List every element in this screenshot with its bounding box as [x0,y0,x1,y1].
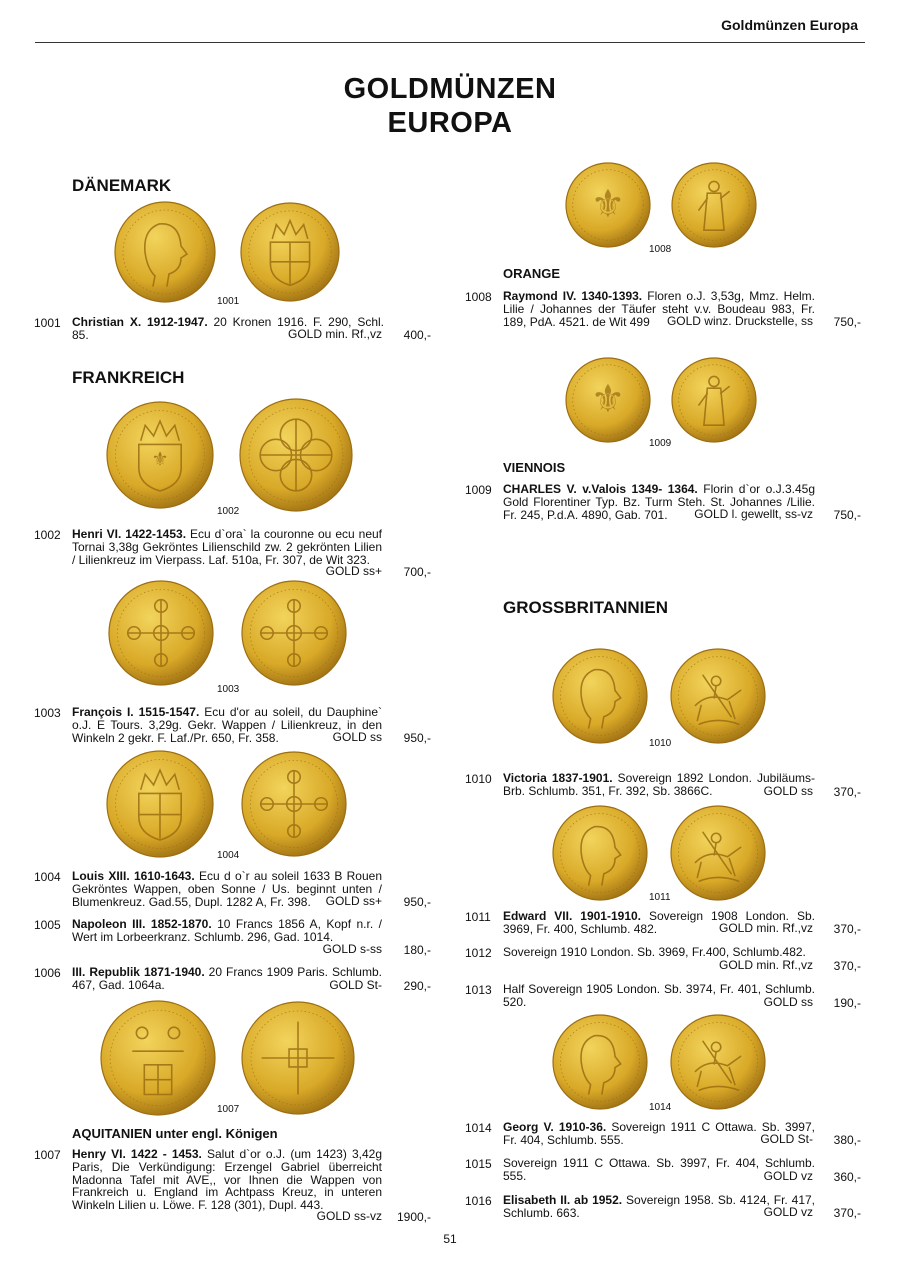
lot-price-1005: 180,- [403,943,431,957]
coin-1007-obverse [98,1000,218,1116]
coin-1003-obverse [104,582,218,686]
lot-price-1015: 360,- [833,1170,861,1184]
lot-grade-1013: GOLD ss [763,995,813,1009]
coin-1003-reverse [238,582,350,686]
lot-grade-1002: GOLD ss+ [325,564,382,578]
svg-text:⚜: ⚜ [590,376,626,422]
section-heading-frankreich: FRANKREICH [72,368,185,387]
image-number-1011: 1011 [649,892,671,903]
lot-number-1006: 1006 [34,966,61,980]
svg-text:⚜: ⚜ [151,448,169,471]
coin-1010-obverse [550,650,650,742]
lot-grade-1005: GOLD s-ss [322,942,382,956]
lot-number-1009: 1009 [465,483,492,497]
lot-number-1007: 1007 [34,1148,61,1162]
lot-description-1002 [72,528,382,566]
lot-text-1008: Floren o.J. 3,53g, Mmz. Helm. Lilie / Johannes der Täufer steht v.v. Boudeau 983, Fr. 189, PdA. 4521. de Wit 499 [503,289,815,329]
running-header: Goldmünzen Europa [721,17,858,33]
coin-1009-reverse [668,360,760,440]
lot-grade-1008: GOLD winz. Druckstelle, ss [666,314,813,328]
page-title [0,72,900,140]
lot-heading-1002: Henri VI. 1422-1453. [72,527,187,541]
svg-text:⚜: ⚜ [590,181,626,227]
coin-1011-obverse [550,806,650,900]
lot-heading-1001: Christian X. 1912-1947. [72,315,208,329]
image-number-1014: 1014 [649,1102,672,1113]
lot-grade-1015: GOLD vz [763,1169,813,1183]
coin-1002-obverse [104,400,216,512]
lot-price-1001: 400,- [403,328,431,342]
image-number-1009: 1009 [649,438,672,449]
lot-heading-1009: CHARLES V. v.Valois 1349- 1364. [503,482,698,496]
lot-heading-1014: Georg V. 1910-36. [503,1120,607,1134]
lot-description-1012 [503,946,815,959]
lot-grade-1011: GOLD min. Rf.,vz [718,921,813,935]
lot-price-1012: 370,- [833,959,861,973]
lot-price-1003: 950,- [403,731,431,745]
image-number-1001: 1001 [217,296,240,307]
lot-grade-1006: GOLD St- [329,978,382,992]
lot-text-1014: Sovereign 1911 C Ottawa. Sb. 3997, Fr. 404, Schlumb. 555. [503,1120,815,1147]
image-number-1010: 1010 [649,738,672,749]
coin-1007-reverse [240,1000,356,1116]
coin-1004-obverse [104,752,216,856]
lot-grade-1012: GOLD min. Rf.,vz [718,958,813,972]
coin-1001-obverse [112,208,218,298]
lot-text-1009: Florin d`or o.J.3.45g Gold Florentiner Typ. Bz. Turm Steh. St. Johannes /Lilie. Fr. 245, P.d.A. 4890, Gab. 701. [503,482,816,522]
coin-1010-reverse [668,650,768,742]
image-number-1002: 1002 [217,506,240,517]
lot-price-1008: 750,- [833,315,861,329]
lot-grade-1007: GOLD ss-vz [316,1209,382,1223]
lot-number-1001: 1001 [34,316,61,330]
section-heading-grossbritannien: GROSSBRITANNIEN [503,598,668,617]
lot-heading-1004: Louis XIII. 1610-1643. [72,869,195,883]
lot-grade-1003: GOLD ss [332,730,382,744]
lot-price-1004: 950,- [403,895,431,909]
lot-price-1014: 380,- [833,1133,861,1147]
lot-heading-1003: François I. 1515-1547. [72,705,200,719]
lot-price-1006: 290,- [403,979,431,993]
lot-number-1008: 1008 [465,290,492,304]
lot-text-1007: Salut d`or o.J. (um 1423) 3,42g Paris, Die Verkündigung: Erzengel Gabriel überreicht Madonna Tafel mit AVE,, vor Ihnen die Wappen von Frankreich u. England im Achtpass Kreuz, in unteren Winkeln Lilien u. Löwe. F. 128 (301), Dupl. 443. [72,1147,382,1213]
lot-text-1011: Sovereign 1908 London. Sb. 3969, Fr. 400, Schlumb. 482. [503,909,815,936]
lot-grade-1016: GOLD vz [763,1205,813,1219]
lot-text-1002: Ecu d`ora` la couronne ou ecu neuf Tornai 3,38g Gekröntes Lilienschild zw. 2 gekrönten Lilien / Lilienkreuz im Vierpass. Laf. 510a, Fr. 307, de Wit 323. [72,527,382,567]
lot-price-1016: 370,- [833,1206,861,1220]
header-rule [35,42,865,43]
lot-price-1009: 750,- [833,508,861,522]
lot-text-1001: 20 Kronen 1916. F. 290, Schl. 85. [72,315,384,342]
lot-number-1011: 1011 [465,910,491,924]
lot-heading-1007: Henry VI. 1422 - 1453. [72,1147,202,1161]
lot-price-1011: 370,- [833,922,861,936]
lot-number-1013: 1013 [465,983,492,997]
lot-number-1015: 1015 [465,1157,492,1171]
coin-1008-reverse [668,166,760,244]
lot-heading-1011: Edward VII. 1901-1910. [503,909,641,923]
lot-heading-1006: III. Republik 1871-1940. [72,965,205,979]
lot-text-1005: 10 Francs 1856 A, Kopf n.r. / Wert im Lorbeerkranz. Schlumb. 296, Gad. 1014. [72,917,382,944]
coin-1014-reverse [668,1016,768,1108]
lot-number-1004: 1004 [34,870,61,884]
lot-heading-1008: Raymond IV. 1340-1393. [503,289,643,303]
lot-text-1004: Ecu d o`r au soleil 1633 B Rouen Gekröntes Wappen, oben Sonne / Us. beginnt unten / Blumenkreuz. Gad.55, Dupl. 1282 A, Fr. 398. [72,869,382,909]
section-heading-viennois: VIENNOIS [503,460,566,475]
lot-price-1013: 190,- [833,996,861,1010]
lot-price-1010: 370,- [833,785,861,799]
lot-number-1014: 1014 [465,1121,492,1135]
coin-1009-obverse [562,360,654,440]
lot-text-1012: Sovereign 1910 London. Sb. 3969, Fr.400, Schlumb.482. [503,945,806,959]
lot-heading-1010: Victoria 1837-1901. [503,771,613,785]
image-number-1004: 1004 [217,850,240,861]
lot-grade-1001: GOLD min. Rf.,vz [287,327,382,341]
lot-number-1005: 1005 [34,918,61,932]
image-number-1003: 1003 [217,684,240,695]
lot-description-1007 [72,1148,382,1212]
coin-1001-reverse [238,208,344,298]
lot-heading-1016: Elisabeth II. ab 1952. [503,1193,623,1207]
lot-text-1010: Sovereign 1892 London. Jubiläums-Brb. Schlumb. 351, Fr. 392, Sb. 3866C. [503,771,815,798]
image-number-1007: 1007 [217,1104,240,1115]
lot-number-1012: 1012 [465,946,492,960]
lot-text-1003: Ecu d'or au soleil, du Dauphine` o.J. E Tours. 3,29g. Gekr. Wappen / Lilienkreuz, in den Winkeln 2 gekr. F. Laf./Pr. 650, Fr. 358. [72,705,383,745]
section-heading-daenemark: DÄNEMARK [72,176,172,195]
page-title-line-1: GOLDMÜNZEN [343,73,557,105]
page-number: 51 [443,1232,457,1246]
lot-text-1016: Sovereign 1958. Sb. 4124, Fr. 417, Schlumb. 663. [503,1193,815,1220]
lot-price-1007: 1900,- [396,1210,431,1224]
coin-1011-reverse [668,806,768,900]
section-heading-orange: ORANGE [503,266,561,281]
lot-grade-1014: GOLD St- [760,1132,813,1146]
lot-grade-1010: GOLD ss [763,784,813,798]
lot-heading-1005: Napoleon III. 1852-1870. [72,917,212,931]
coin-1004-reverse [238,752,350,856]
lot-number-1010: 1010 [465,772,492,786]
section-heading-aquitanien: AQUITANIEN unter engl. Königen [72,1126,278,1141]
lot-text-1013: Half Sovereign 1905 London. Sb. 3974, Fr. 401, Schlumb. 520. [503,982,815,1009]
lot-grade-1009: GOLD l. gewellt, ss-vz [694,507,813,521]
lot-description-1005 [72,918,382,944]
lot-number-1003: 1003 [34,706,61,720]
lot-price-1002: 700,- [403,565,431,579]
image-number-1008: 1008 [649,244,672,255]
lot-grade-1004: GOLD ss+ [325,894,382,908]
page-title-line-2: EUROPA [387,107,513,139]
lot-number-1002: 1002 [34,528,61,542]
lot-text-1006: 20 Francs 1909 Paris. Schlumb. 467, Gad. 1064a. [72,965,382,992]
coin-1008-obverse [562,166,654,244]
coin-1002-reverse [236,400,356,512]
lot-text-1015: Sovereign 1911 C Ottawa. Sb. 3997, Fr. 404, Schlumb. 555. [503,1156,815,1183]
lot-number-1016: 1016 [465,1194,492,1208]
coin-1014-obverse [550,1016,650,1108]
